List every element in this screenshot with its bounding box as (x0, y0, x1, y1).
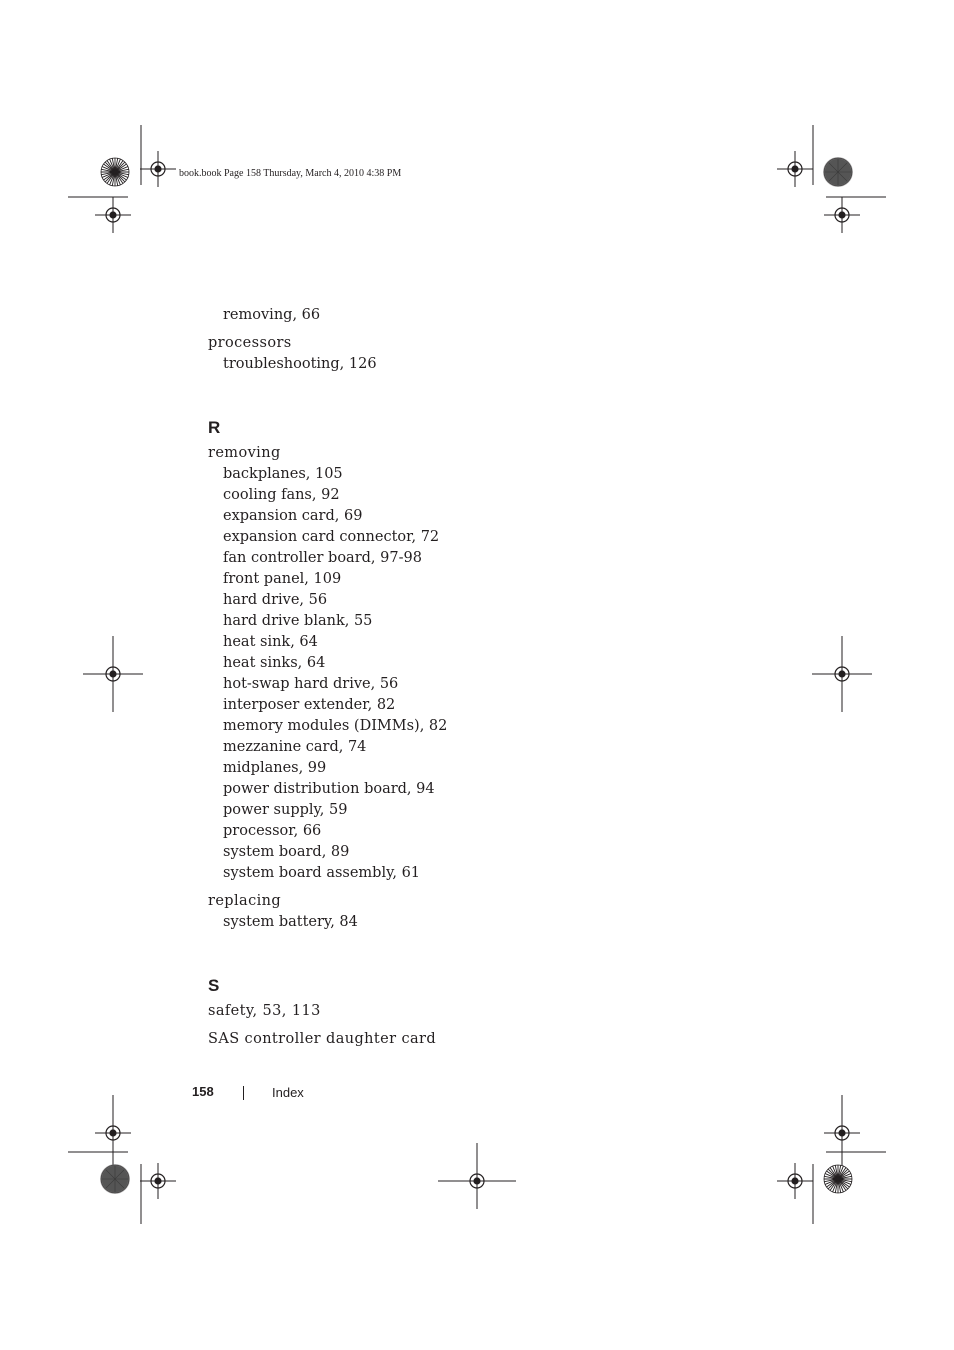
index-subentry: system board, 89 (223, 844, 350, 860)
index-subentry: mezzanine card, 74 (223, 739, 367, 755)
index-subentry: front panel, 109 (223, 571, 342, 587)
index-subentry: system battery, 84 (223, 914, 358, 930)
index-entry: replacing (208, 893, 282, 909)
index-subentry: midplanes, 99 (223, 760, 327, 776)
index-subentry: backplanes, 105 (223, 466, 343, 482)
index-subentry: system board assembly, 61 (223, 865, 421, 881)
index-subentry: fan controller board, 97-98 (223, 550, 422, 566)
index-section-letter-s: S (208, 976, 220, 995)
print-slug-header: book.book Page 158 Thursday, March 4, 2010 4:38 PM (179, 168, 402, 179)
index-subentry: processor, 66 (223, 823, 322, 839)
index-subentry: hard drive, 56 (223, 592, 328, 608)
index-subentry: power distribution board, 94 (223, 781, 435, 797)
index-section-letter-r: R (208, 418, 221, 437)
index-entry: safety, 53, 113 (208, 1003, 321, 1019)
index-content (208, 305, 768, 1050)
index-subentry: power supply, 59 (223, 802, 348, 818)
page-number: 158 (192, 1084, 214, 1099)
index-entry: SAS controller daughter card (208, 1031, 437, 1047)
index-subentry: memory modules (DIMMs), 82 (223, 718, 448, 734)
index-subentry: expansion card connector, 72 (223, 529, 440, 545)
index-entry: processors (208, 335, 292, 351)
index-subentry: troubleshooting, 126 (223, 356, 377, 372)
index-subentry: heat sink, 64 (223, 634, 318, 650)
index-entry: removing (208, 445, 281, 461)
index-subentry: heat sinks, 64 (223, 655, 326, 671)
index-subentry: hot-swap hard drive, 56 (223, 676, 399, 692)
index-subentry: removing, 66 (223, 307, 321, 323)
index-subentry: hard drive blank, 55 (223, 613, 373, 629)
footer-section-title: Index (272, 1085, 304, 1100)
footer-divider (243, 1086, 244, 1100)
index-subentry: expansion card, 69 (223, 508, 363, 524)
index-subentry: cooling fans, 92 (223, 487, 340, 503)
index-subentry: interposer extender, 82 (223, 697, 396, 713)
